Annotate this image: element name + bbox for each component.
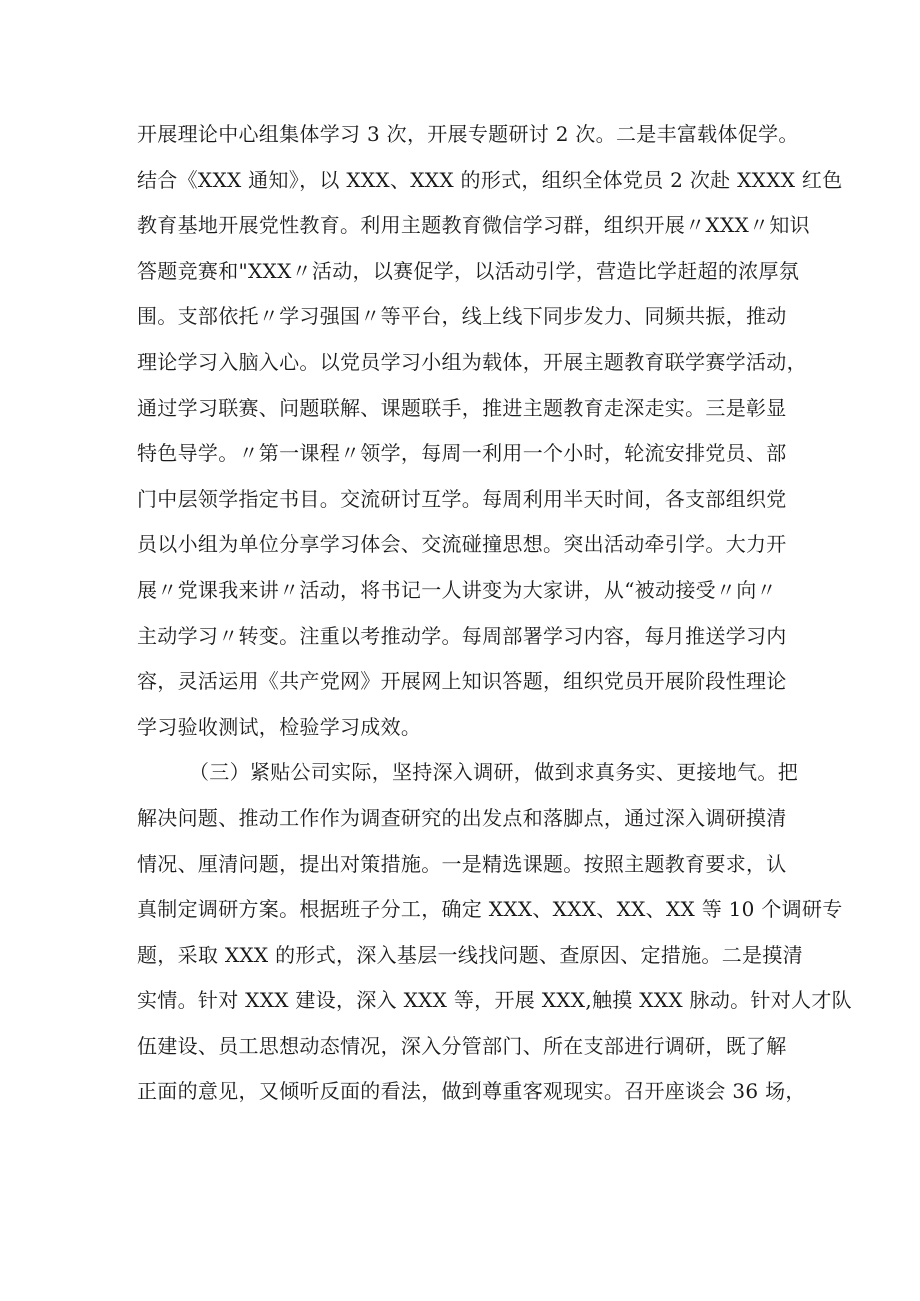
text-line: 理论学习入脑入心。以党员学习小组为载体，开展主题教育联学赛学活动， [137, 349, 807, 374]
text-line: 情况、厘清问题，提出对策措施。一是精选课题。按照主题教育要求，认 [137, 851, 787, 876]
text-line: 员以小组为单位分享学习体会、交流碰撞思想。突出活动牵引学。大力开 [137, 532, 787, 557]
text-line: 展〃党课我来讲〃活动，将书记一人讲变为大家讲，从“被动接受〃向〃 [137, 577, 777, 602]
section-heading-line: （三）紧贴公司实际，坚持深入调研，做到求真务实、更接地气。把 [189, 760, 798, 785]
text-line: 答题竞赛和"XXX〃活动，以赛促学，以活动引学，营造比学赶超的浓厚氛 [137, 258, 800, 283]
body-text [137, 112, 852, 1115]
text-line: 结合《XXX 通知》，以 XXX、XXX 的形式，组织全体党员 2 次赴 XXXX 红色 [137, 167, 843, 192]
text-line: 题，采取 XXX 的形式，深入基层一线找问题、查原因、定措施。二是摸清 [137, 942, 803, 967]
text-line: 真制定调研方案。根据班子分工，确定 XXX、XXX、XX、XX 等 10 个调研专 [137, 897, 843, 922]
text-line: 门中层领学指定书目。交流研讨互学。每周利用半天时间，各支部组织党 [137, 486, 787, 511]
text-line: 伍建设、员工思想动态情况，深入分管部门、所在支部进行调研，既了解 [137, 1033, 787, 1058]
text-line: 正面的意见，又倾听反面的看法，做到尊重客观现实。召开座谈会 36 场， [137, 1079, 806, 1104]
text-line: 开展理论中心组集体学习 3 次，开展专题研讨 2 次。二是丰富载体促学。 [137, 122, 799, 146]
text-line: 通过学习联赛、问题联解、课题联手，推进主题教育走深走实。三是彰显 [137, 395, 787, 420]
text-line: 学习验收测试，检验学习成效。 [137, 714, 422, 739]
text-line: 教育基地开展党性教育。利用主题教育微信学习群，组织开展〃XXX〃知识 [137, 213, 810, 238]
text-line: 主动学习〃转变。注重以考推动学。每周部署学习内容，每月推送学习内 [137, 623, 787, 648]
text-line: 实情。针对 XXX 建设，深入 XXX 等，开展 XXX,触摸 XXX 脉动。针对人才队 [137, 988, 852, 1013]
text-line: 解决问题、推动工作作为调查研究的出发点和落脚点，通过深入调研摸清 [137, 805, 787, 830]
text-line: 特色导学。〃第一课程〃领学，每周一利用一个小时，轮流安排党员、部 [137, 441, 787, 466]
text-line: 围。支部依托〃学习强国〃等平台，线上线下同步发力、同频共振，推动 [137, 304, 787, 329]
text-line: 容，灵活运用《共产党网》开展网上知识答题，组织党员开展阶段性理论 [137, 669, 787, 694]
